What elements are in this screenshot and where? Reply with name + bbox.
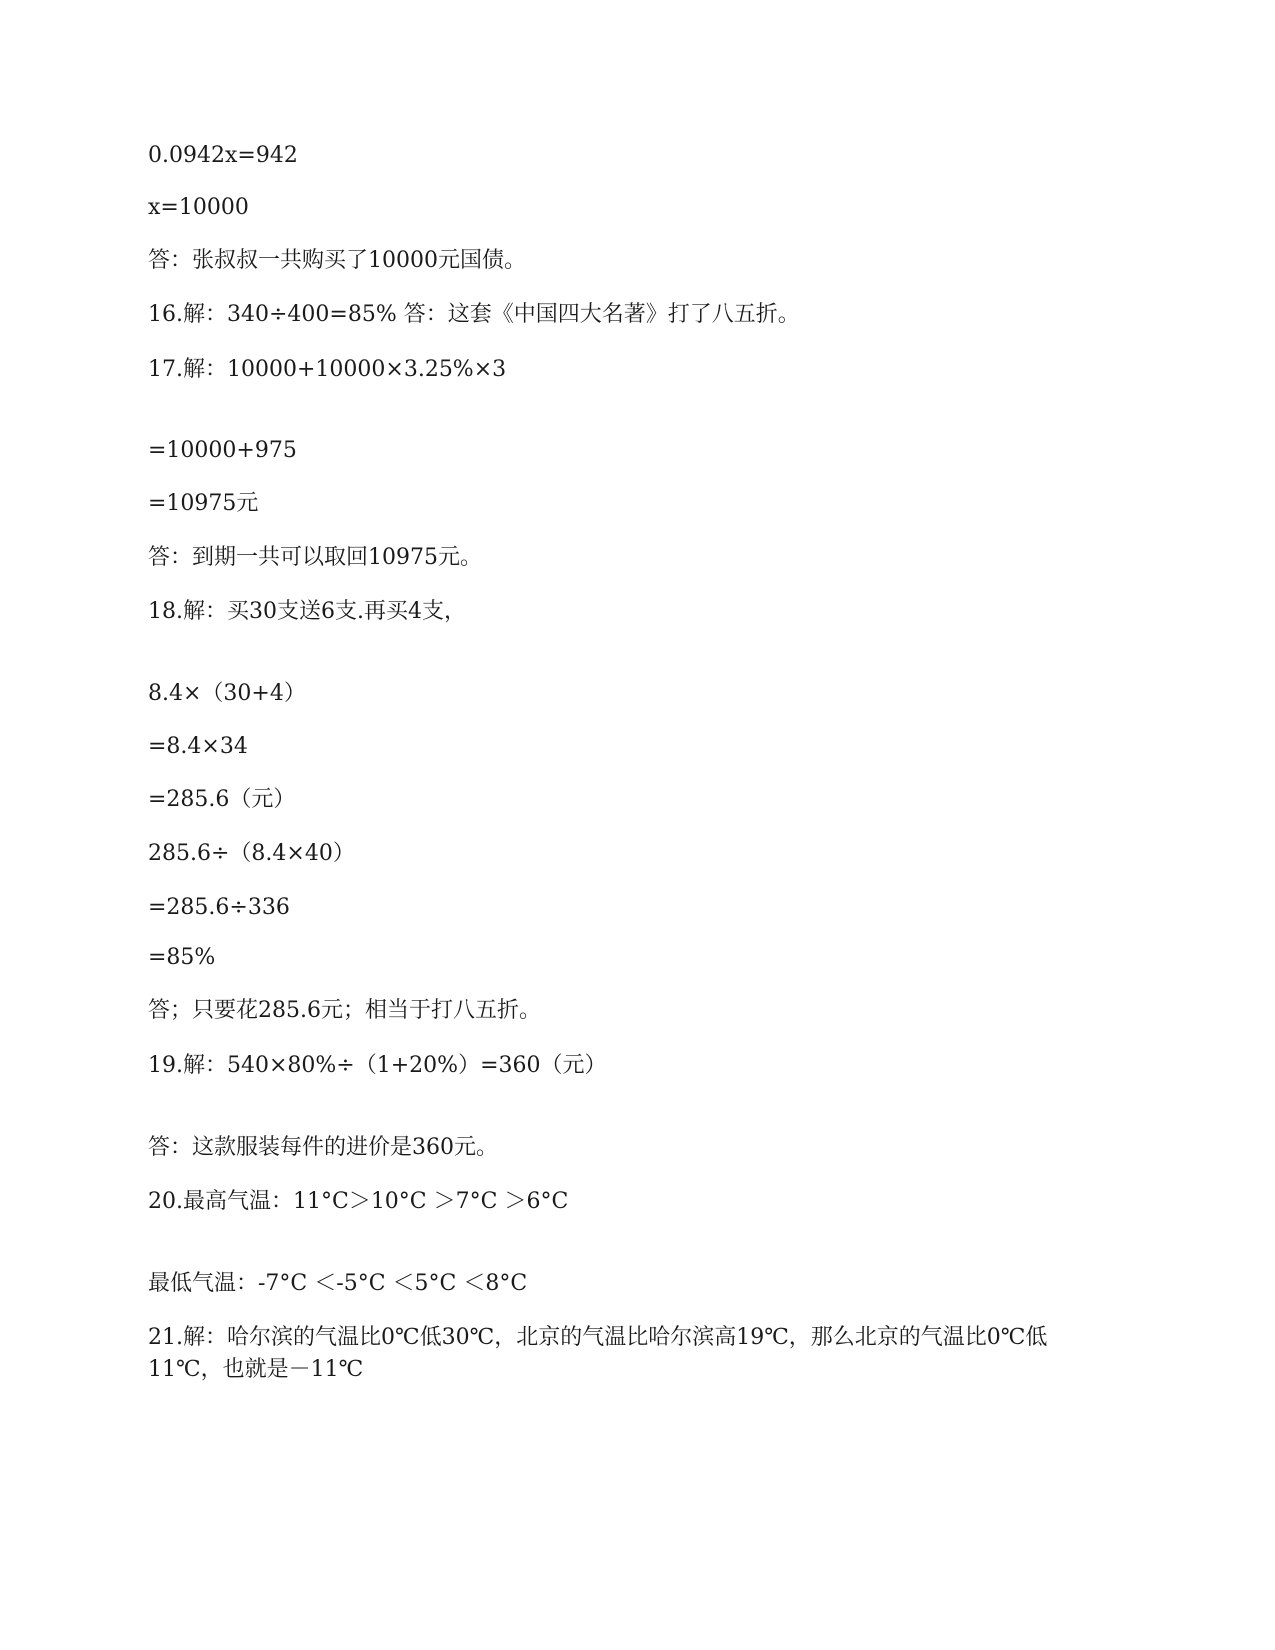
text-line: x=10000 [148,195,249,220]
answer-line: 答：这款服装每件的进价是360元。 [148,1135,498,1160]
problem-20-line: 20.最高气温：11°C＞10°C ＞7°C ＞6°C [148,1189,569,1214]
text-line: =85% [148,945,216,970]
text-line: =10975元 [148,491,259,516]
text-line: 285.6÷（8.4×40） [148,841,355,866]
answer-line: 答：张叔叔一共购买了10000元国债。 [148,248,526,273]
text-line: 最低气温：-7°C ＜-5°C ＜5°C ＜8°C [148,1271,528,1296]
text-line: =285.6÷336 [148,895,290,920]
problem-19-line: 19.解：540×80%÷（1+20%）=360（元） [148,1053,607,1078]
problem-16-line: 16.解：340÷400=85% 答：这套《中国四大名著》打了八五折。 [148,302,800,327]
text-line: 0.0942x=942 [148,143,298,168]
problem-18-line: 18.解：买30支送6支.再买4支， [148,599,466,624]
problem-17-line: 17.解：10000+10000×3.25%×3 [148,357,507,382]
problem-21-line: 21.解：哈尔滨的气温比0℃低30℃，北京的气温比哈尔滨高19℃，那么北京的气温比0℃低 [148,1325,1048,1350]
text-line: 8.4×（30+4） [148,681,306,706]
text-line: =8.4×34 [148,734,248,759]
text-line: =10000+975 [148,438,297,463]
text-line: 11℃，也就是－11℃ [148,1357,364,1382]
text-line: =285.6（元） [148,787,296,812]
answer-line: 答；只要花285.6元；相当于打八五折。 [148,998,541,1023]
answer-line: 答：到期一共可以取回10975元。 [148,545,482,570]
